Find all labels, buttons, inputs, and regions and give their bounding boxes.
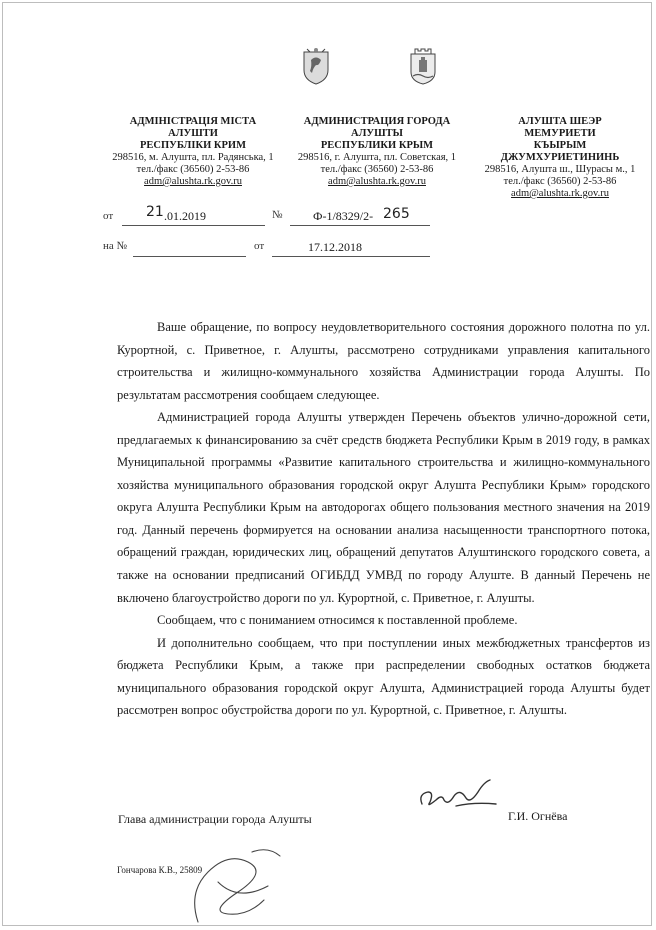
body-paragraph: Ваше обращение, по вопросу неудовлетворительного состояния дорожного полотна по ул. Курортной, с. Приветное, г. Алушты, рассмотрено сотрудниками управления капитального строительства и жилищно-коммунального хозяйства Администрации города Алушты. По результатам рассмотрения сообщаем следующее. xyxy=(117,320,650,402)
org-title-line: КЪЫРЫМ ДЖУМХУРИЕТИНИНЬ xyxy=(500,140,620,163)
handwritten-scribble-icon xyxy=(168,842,288,926)
body-paragraph: Администрацией города Алушты утвержден Перечень объектов улично-дорожной сети, предлагаемых к финансированию за счёт средств бюджета Республики Крым в 2019 году, в рамках Муниципальной программы «Развитие капитального строительства и жилищно-коммунального хозяйства муниципального образования городской округ Алушта Республики Крым» городского округа Алушта Республики Крым на автодорогах общего пользования местного значения на 2019 год. Данный перечень формируется на основании анализа насыщенности транспортного потока, обращений граждан, юридических лиц, обращений депутатов Алуштинского городского совета, а также на основании предписаний ОГИБДД УМВД по городу Алуште. В данный Перечень не включено благоустройство дороги по ул. Курортной, с. Приветное, г. Алушты. xyxy=(117,410,650,605)
org-title-line: АЛУШТЫ xyxy=(351,128,403,139)
body-paragraph: И дополнительно сообщаем, что при поступлении иных межбюджетных трансфертов из бюджета Республики Крым, а также при распределении свободных остатков бюджета муниципального образования городской округ Алушта, Администрацией города Алушты будет рассмотрен вопрос обустройства дороги по ул. Курортной, с. Приветное, г. Алушты. xyxy=(117,635,650,718)
org-address: 298516, м. Алушта, пл. Радянська, 1 xyxy=(112,152,274,163)
org-email-link[interactable]: adm@alushta.rk.gov.ru xyxy=(328,176,426,187)
org-title-line: АДМИНИСТРАЦИЯ ГОРОДА xyxy=(303,116,451,127)
executor-info: Гончарова К.В., 25809 xyxy=(117,865,203,875)
ref-date-rest: .01.2019 xyxy=(164,209,206,223)
ref-number-handwritten: 265 xyxy=(383,206,410,222)
handwritten-signature-icon xyxy=(416,776,502,816)
signatory-title: Глава администрации города Алушты xyxy=(118,812,312,826)
ref-on-date-line xyxy=(272,255,430,257)
ref-on-date: 17.12.2018 xyxy=(308,240,362,254)
org-email-link[interactable]: adm@alushta.rk.gov.ru xyxy=(511,188,609,199)
org-title-line: АЛУШТИ xyxy=(168,128,218,139)
ref-number-printed: Ф-1/8329/2- xyxy=(313,209,374,223)
org-block-ukrainian xyxy=(104,116,282,188)
org-block-crimean-tatar xyxy=(474,116,646,200)
org-block-russian xyxy=(287,116,467,188)
ref-from-label: от xyxy=(103,210,114,222)
letter-body xyxy=(117,316,650,722)
body-paragraph: Сообщаем, что с пониманием относимся к поставленной проблеме. xyxy=(157,613,518,628)
org-phone: тел./факс (36560) 2-53-86 xyxy=(136,164,250,175)
ref-date-line xyxy=(122,224,265,226)
org-address: 298516, Алушта ш., Шурасы м., 1 xyxy=(484,164,636,175)
org-address: 298516, г. Алушта, пл. Советская, 1 xyxy=(297,152,457,163)
signatory-name: Г.И. Огнёва xyxy=(508,809,568,823)
org-title-line: РЕСПУБЛІКИ КРИМ xyxy=(140,140,246,151)
org-title-line: АДМІНІСТРАЦІЯ МІСТА xyxy=(129,116,257,127)
org-title-line: РЕСПУБЛИКИ КРЫМ xyxy=(320,140,434,151)
org-title-line: МЕМУРИЕТИ xyxy=(524,128,596,139)
ref-number-line xyxy=(290,224,430,226)
org-phone: тел./факс (36560) 2-53-86 xyxy=(320,164,434,175)
org-phone: тел./факс (36560) 2-53-86 xyxy=(503,176,617,187)
ref-on-label: на № xyxy=(103,240,128,252)
alushta-coat-of-arms-icon xyxy=(408,46,438,86)
org-email-link[interactable]: adm@alushta.rk.gov.ru xyxy=(144,176,242,187)
ref-number-label: № xyxy=(272,209,283,221)
ref-on-from-label: от xyxy=(254,240,265,252)
crimea-coat-of-arms-icon xyxy=(301,46,331,86)
ref-on-number-line xyxy=(133,255,246,257)
org-title-line: АЛУШТА ШЕЭР xyxy=(518,116,602,127)
ref-date-handwritten: 21 xyxy=(146,204,164,220)
